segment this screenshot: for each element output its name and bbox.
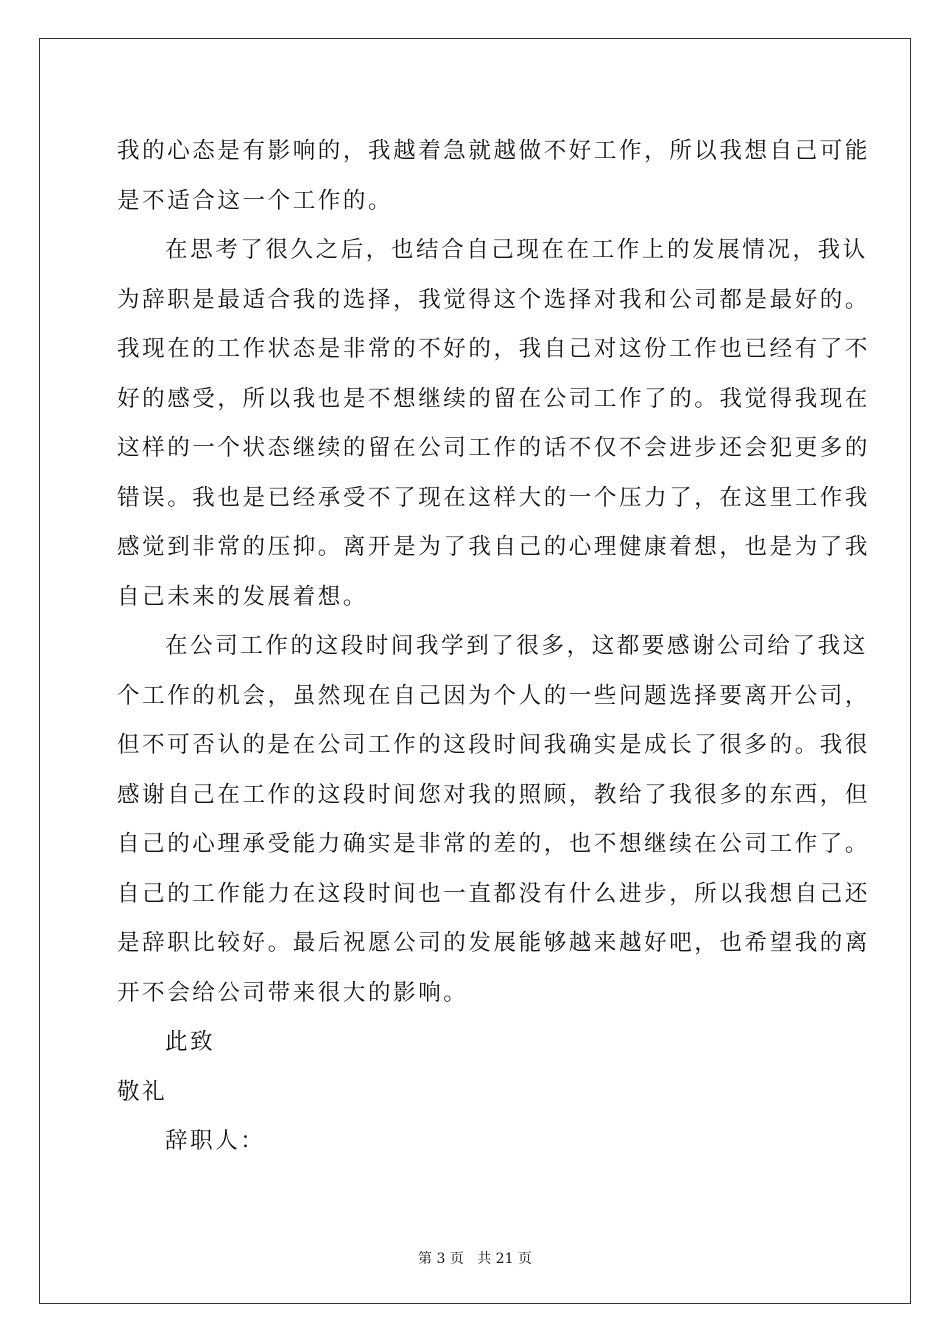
text-line: 是不适合这一个工作的。 — [117, 187, 394, 214]
text-line: 自己未来的发展着想。 — [117, 583, 369, 610]
text-line: 开不会给公司带来很大的影响。 — [117, 979, 469, 1006]
document-body — [117, 127, 871, 1167]
text-line: 好的感受，所以我也是不想继续的留在公司工作了的。我觉得我现在 — [117, 385, 871, 412]
total-pages: 共 21 页 — [477, 1251, 532, 1267]
text-line: 在公司工作的这段时间我学到了很多，这都要感谢公司给了我这 — [165, 633, 868, 659]
closing-regards: 敬礼 — [117, 1078, 168, 1105]
text-line: 是辞职比较好。最后祝愿公司的发展能够越来越好吧，也希望我的离 — [117, 930, 871, 956]
text-line: 错误。我也是已经承受不了现在这样大的一个压力了，在这里工作我 — [117, 484, 871, 511]
text-line: 在思考了很久之后，也结合自己现在在工作上的发展情况，我认 — [165, 237, 868, 263]
text-line: 自己的工作能力在这段时间也一直都没有什么进步，所以我想自己还 — [117, 880, 871, 907]
text-line: 自己的心理承受能力确实是非常的差的，也不想继续在公司工作了。 — [117, 831, 871, 857]
text-line: 为辞职是最适合我的选择，我觉得这个选择对我和公司都是最好的。 — [117, 286, 871, 313]
text-line: 感觉到非常的压抑。离开是为了我自己的心理健康着想，也是为了我 — [117, 534, 871, 560]
text-line: 我现在的工作状态是非常的不好的，我自己对这份工作也已经有了不 — [117, 336, 871, 362]
text-line: 但不可否认的是在公司工作的这段时间我确实是成长了很多的。我很 — [117, 732, 871, 758]
page-number: 第 3 页 — [418, 1251, 464, 1267]
closing-salutation: 此致 — [165, 1029, 216, 1055]
text-line: 这样的一个状态继续的留在公司工作的话不仅不会进步还会犯更多的 — [117, 435, 871, 461]
text-line: 我的心态是有影响的，我越着急就越做不好工作，所以我想自己可能 — [117, 138, 871, 164]
signature-label: 辞职人： — [165, 1128, 266, 1154]
text-line: 个工作的机会，虽然现在自己因为个人的一些问题选择要离开公司， — [117, 682, 871, 709]
page-footer — [0, 1248, 950, 1268]
text-line: 感谢自己在工作的这段时间您对我的照顾，教给了我很多的东西，但 — [117, 781, 871, 808]
